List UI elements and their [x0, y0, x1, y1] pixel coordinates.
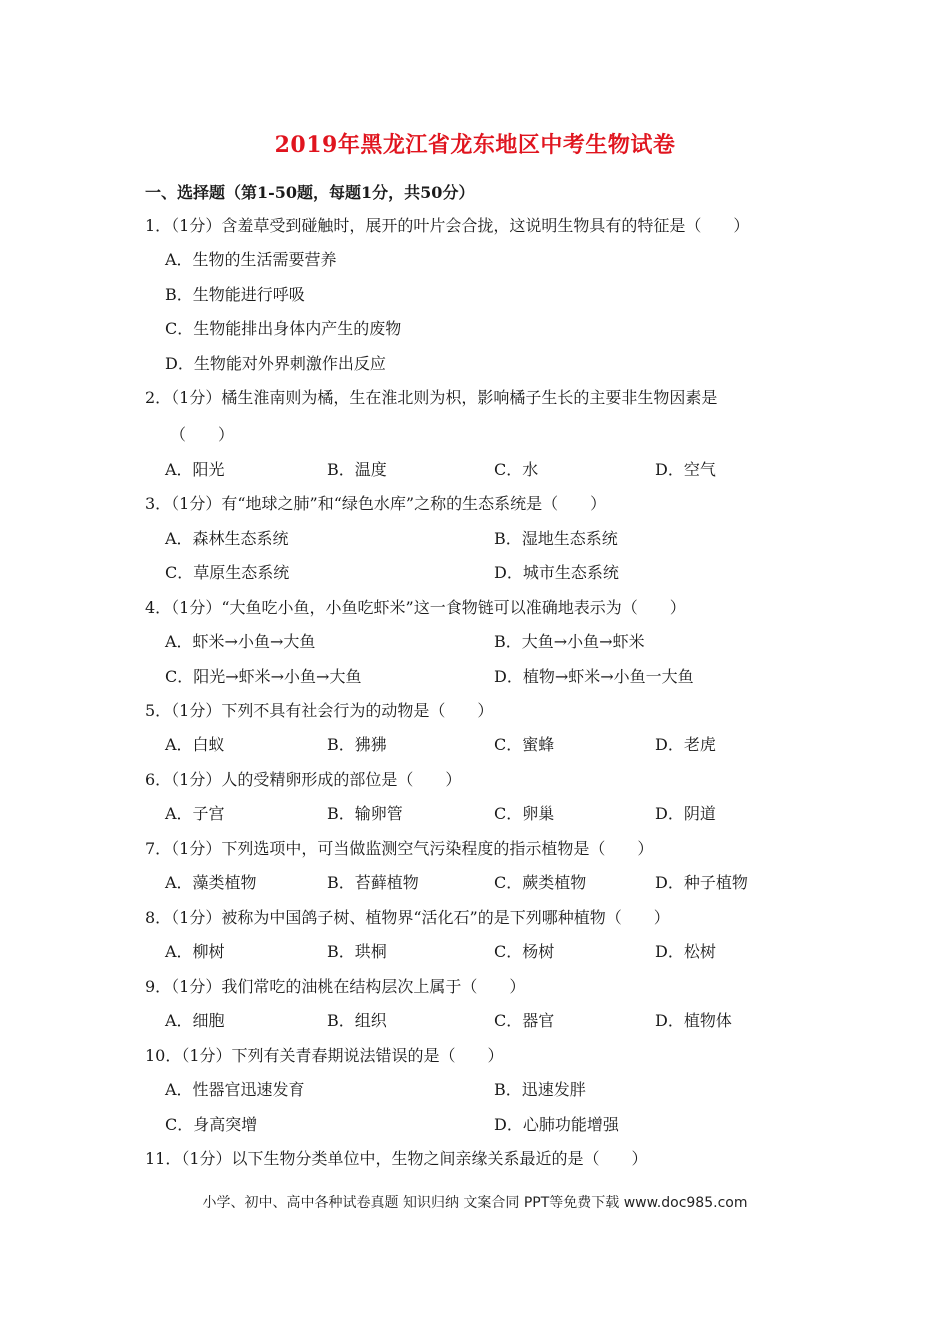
question-6-option-a: A．子宫: [165, 804, 225, 823]
question-8-option-d: D．松树: [655, 942, 716, 961]
exam-title: 2019年黑龙江省龙东地区中考生物试卷: [274, 132, 676, 158]
question-7-option-b: B．苔藓植物: [327, 873, 419, 892]
question-3-stem: 3．（1分）有“地球之肺”和“绿色水库”之称的生态系统是（ ）: [145, 494, 607, 513]
question-10-option-a: A．性器官迅速发育: [165, 1080, 305, 1099]
question-5-option-c: C．蜜蜂: [494, 735, 555, 754]
question-1-option-a: A．生物的生活需要营养: [165, 250, 337, 269]
question-6-option-b: B．输卵管: [327, 804, 403, 823]
question-3-option-b: B．湿地生态系统: [494, 529, 618, 548]
question-3-option-a: A．森林生态系统: [165, 529, 289, 548]
question-3-option-d: D．城市生态系统: [494, 563, 619, 582]
question-10-option-c: C．身高突增: [165, 1115, 258, 1134]
question-8-option-a: A．柳树: [165, 942, 225, 961]
question-4-option-c: C．阳光→虾米→小鱼→大鱼: [165, 667, 362, 686]
question-9-option-b: B．组织: [327, 1011, 387, 1030]
question-10-option-d: D．心肺功能增强: [494, 1115, 619, 1134]
question-5-option-d: D．老虎: [655, 735, 716, 754]
question-8-option-c: C．杨树: [494, 942, 555, 961]
question-2-option-d: D．空气: [655, 460, 716, 479]
question-8-stem: 8．（1分）被称为中国鸽子树、植物界“活化石”的是下列哪种植物（ ）: [145, 908, 670, 927]
question-1-option-b: B．生物能进行呼吸: [165, 285, 305, 304]
question-1-option-d: D．生物能对外界刺激作出反应: [165, 354, 386, 373]
page-footer: 小学、初中、高中各种试卷真题 知识归纳 文案合同 PPT等免费下载 www.doc985.com: [202, 1195, 748, 1211]
question-7-stem: 7．（1分）下列选项中，可当做监测空气污染程度的指示植物是（ ）: [145, 839, 654, 858]
question-10-stem: 10．（1分）下列有关青春期说法错误的是（ ）: [145, 1046, 504, 1065]
question-9-stem: 9．（1分）我们常吃的油桃在结构层次上属于（ ）: [145, 977, 526, 996]
question-9-option-a: A．细胞: [165, 1011, 225, 1030]
question-4-option-a: A．虾米→小鱼→大鱼: [165, 632, 316, 651]
question-2-option-a: A．阳光: [165, 460, 225, 479]
question-3-option-c: C．草原生态系统: [165, 563, 290, 582]
question-7-option-d: D．种子植物: [655, 873, 748, 892]
question-2-stem: 2．（1分）橘生淮南则为橘，生在淮北则为枳，影响橘子生长的主要非生物因素是: [145, 388, 718, 407]
question-9-option-c: C．器官: [494, 1011, 555, 1030]
question-1-option-c: C．生物能排出身体内产生的废物: [165, 319, 402, 338]
question-1-stem: 1．（1分）含羞草受到碰触时，展开的叶片会合拢，这说明生物具有的特征是（ ）: [145, 216, 750, 235]
question-6-option-c: C．卵巢: [494, 804, 555, 823]
question-7-option-a: A．藻类植物: [165, 873, 257, 892]
question-4-option-d: D．植物→虾米→小鱼一大鱼: [494, 667, 694, 686]
section-heading: 一、选择题（第1-50题，每题1分，共50分）: [145, 183, 475, 202]
question-5-option-b: B．狒狒: [327, 735, 387, 754]
question-10-option-b: B．迅速发胖: [494, 1080, 586, 1099]
question-5-option-a: A．白蚁: [165, 735, 225, 754]
question-7-option-c: C．蕨类植物: [494, 873, 587, 892]
question-11-stem: 11．（1分）以下生物分类单位中，生物之间亲缘关系最近的是（ ）: [145, 1149, 648, 1168]
question-2-option-b: B．温度: [327, 460, 387, 479]
question-6-stem: 6．（1分）人的受精卵形成的部位是（ ）: [145, 770, 462, 789]
question-4-option-b: B．大鱼→小鱼→虾米: [494, 632, 645, 651]
question-8-option-b: B．珙桐: [327, 942, 387, 961]
question-4-stem: 4．（1分）“大鱼吃小鱼，小鱼吃虾米”这一食物链可以准确地表示为（ ）: [145, 598, 686, 617]
question-2-option-c: C．水: [494, 460, 539, 479]
question-5-stem: 5．（1分）下列不具有社会行为的动物是（ ）: [145, 701, 494, 720]
question-9-option-d: D．植物体: [655, 1011, 732, 1030]
question-2-stem-cont: （ ）: [170, 425, 235, 444]
question-6-option-d: D．阴道: [655, 804, 716, 823]
